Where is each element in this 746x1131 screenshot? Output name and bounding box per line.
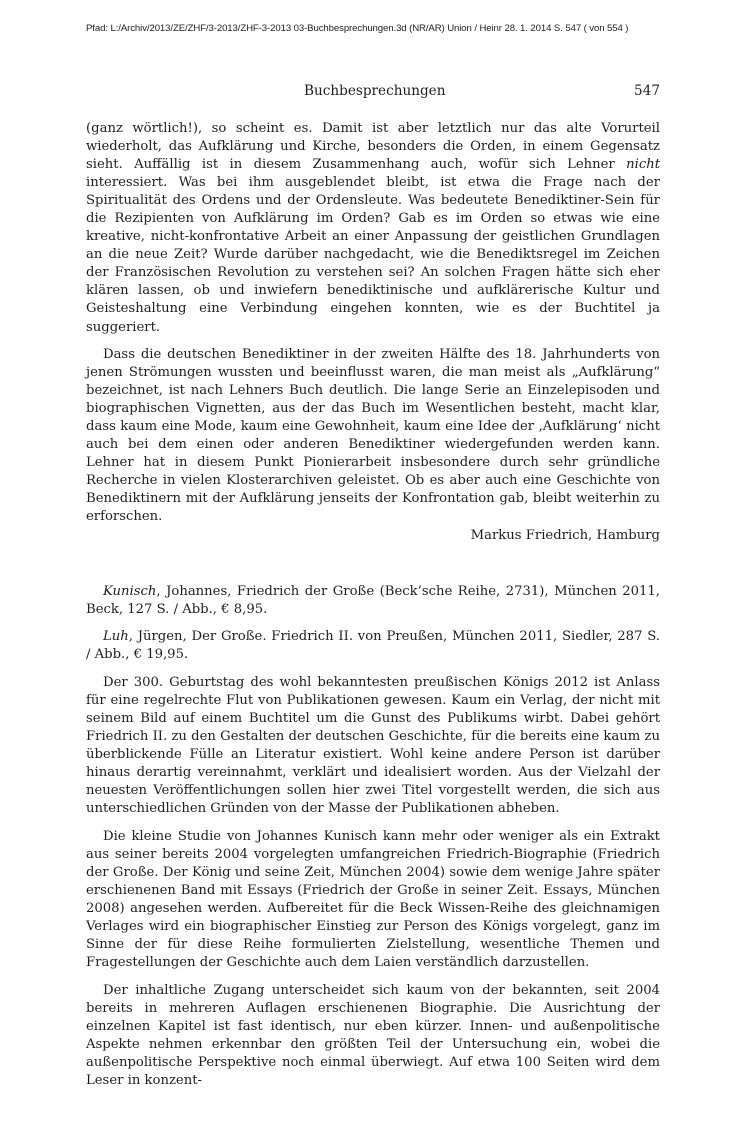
paragraph-4: Die kleine Studie von Johannes Kunisch kann mehr oder weniger als ein Extrakt aus seiner bereits 2004 vorgelegten umfangreichen Friedrich-Biographie (Friedrich der Große. Der König und seine Zeit, München 2004) sowie dem wenige Jahre später erschienenen Band mit Essays (Friedrich der Große in seiner Zeit. Essays, München 2008) angesehen werden. Aufbereitet für die Beck Wissen-Reihe des gleichnamigen Verlages wird ein biographischer Einstieg zur Person des Königs vorgelegt, ganz im Sinne der für diese Reihe formulierten Zielstellung, wesentliche Themen und Fragestellungen der Geschichte auch dem Laien verständlich darzustellen. <box>86 828 660 970</box>
entry-details-luh: , Jürgen, Der Große. Friedrich II. von Preußen, München 2011, Siedler, 287 S. / Abb., € 19,95. <box>86 629 660 663</box>
review-signature: Markus Friedrich, Hamburg <box>470 527 660 543</box>
bibliographic-entry-luh <box>86 628 660 664</box>
entry-author-luh: Luh <box>103 629 129 645</box>
paragraph-1-part-b: interessiert. Was bei ihm ausgeblendet bleibt, ist etwa die Frage nach der Spiritualität des Ordens und der Ordensleute. Was bedeutete Benediktiner-Sein für die Rezipienten von Aufklärung im Orden? Gab es im Orden so etwas wie eine kreative, nicht-konfrontative Arbeit an einer Anpassung der geistlichen Grundlagen an die neue Zeit? Wurde darüber nachgedacht, wie die Benediktsregel im Zeichen der Französischen Revolution zu verstehen sei? An solchen Fragen hätte sich eher klären lassen, ob und inwiefern benediktinische und aufklärerische Kultur und Geisteshaltung eine Verbindung eingehen konnten, wie es der Buchtitel ja suggeriert. <box>86 175 660 335</box>
paragraph-2: Dass die deutschen Benediktiner in der zweiten Hälfte des 18. Jahrhunderts von jenen Strömungen wussten und beeinflusst waren, die man meist als „Aufklärung“ bezeichnet, ist nach Lehners Buch deutlich. Die lange Serie an Einzelepisoden und biographischen Vignetten, aus der das Buch im Wesentlichen besteht, macht klar, dass kaum eine Mode, kaum eine Gewohnheit, kaum eine Idee der ‚Aufklärung‘ nicht auch bei dem einen oder anderen Benediktiner wiedergefunden werden kann. Lehner hat in diesem Punkt Pionierarbeit insbesondere durch sehr gründliche Recherche in vielen Klosterarchiven geleistet. Ob es aber auch eine Geschichte von Benediktinern mit der Aufklärung jenseits der Konfrontation gab, bleibt weiterhin zu erforschen. <box>86 347 660 525</box>
paragraph-1 <box>86 120 660 337</box>
bibliographic-entry-kunisch <box>86 583 660 619</box>
file-path-line: Pfad: L:/Archiv/2013/ZE/ZHF/3-2013/ZHF-3-2013 03-Buchbesprechungen.3d (NR/AR) Union / Heinr 28. 1. 2014 S. 547 ( von 554 ) <box>86 23 629 34</box>
paragraph-1-part-a: (ganz wörtlich!), so scheint es. Damit ist aber letztlich nur das alte Vorurteil wiederholt, das Aufklärung und Kirche, besonders die Orden, in einem Gegensatz sieht. Auffällig ist in diesem Zusammenhang auch, wofür sich Lehner <box>86 121 660 173</box>
entry-author-kunisch: Kunisch <box>103 583 157 599</box>
emphasis-nicht: nicht <box>626 157 660 173</box>
paragraph-3: Der 300. Geburtstag des wohl bekanntesten preußischen Königs 2012 ist Anlass für eine regelrechte Flut von Publikationen gewesen. Kaum ein Verlag, der nicht mit seinem Bild auf einem Buchtitel um die Gunst des Publikums wirbt. Dabei gehört Friedrich II. zu den Gestalten der deutschen Geschichte, für die bereits eine kaum zu überblickende Fülle an Literatur existiert. Wohl keine andere Person ist darüber hinaus derartig vereinnahmt, verklärt und idealisiert worden. Aus der Vielzahl der neuesten Veröffentlichungen sollen hier zwei Titel vorgestellt werden, die sich aus unterschiedlichen Gründen von der Masse der Publikationen abheben. <box>86 674 660 817</box>
body-text <box>86 120 660 1090</box>
page-number: 547 <box>634 83 660 99</box>
running-title: Buchbesprechungen <box>304 83 446 99</box>
entry-details-kunisch: , Johannes, Friedrich der Große (Beck’sche Reihe, 2731), München 2011, Beck, 127 S. / Abb., € 8,95. <box>86 583 660 617</box>
paragraph-5: Der inhaltliche Zugang unterscheidet sich kaum von der bekannten, seit 2004 bereits in mehreren Auflagen erschienenen Biographie. Die Ausrichtung der einzelnen Kapitel ist fast identisch, nur eben kürzer. Innen- und außenpolitische Aspekte nehmen erkennbar den größten Teil der Untersuchung ein, wobei die außenpolitische Perspektive noch einmal überwiegt. Auf etwa 100 Seiten wird dem Leser in konzent- <box>86 982 660 1088</box>
